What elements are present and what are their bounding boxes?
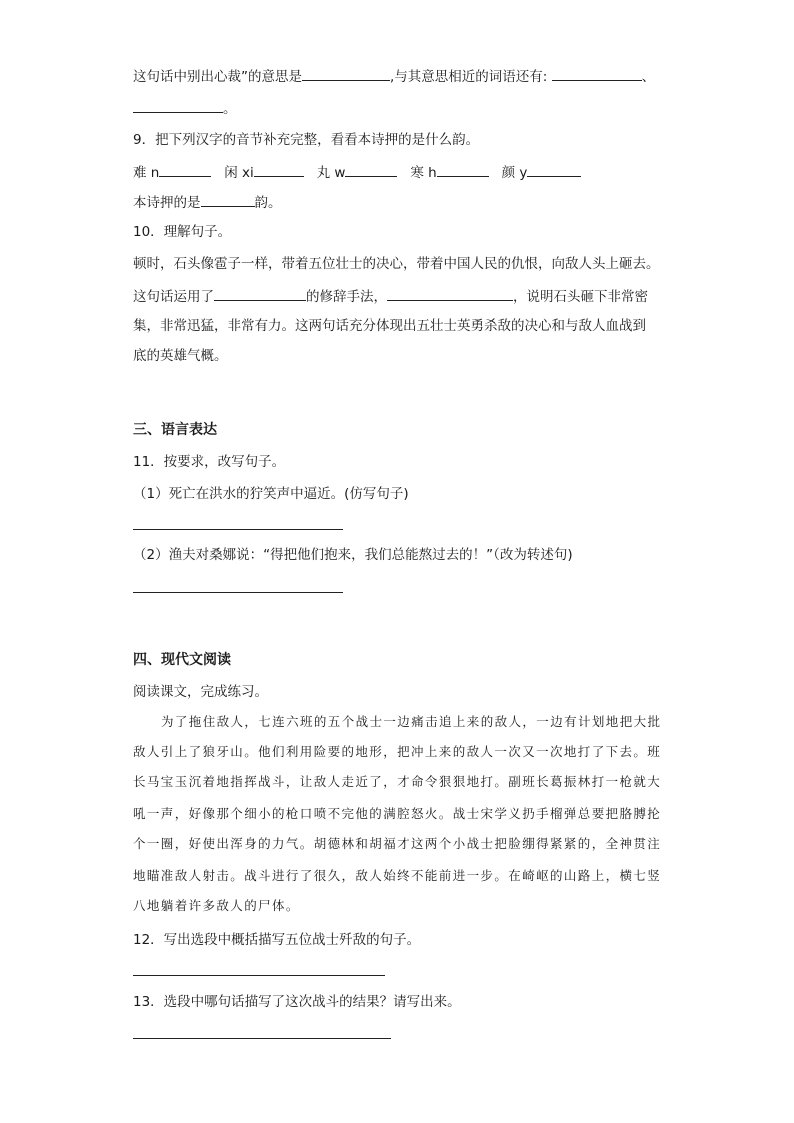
answer-blank[interactable]: [437, 162, 489, 177]
q8-end: 。: [223, 101, 237, 117]
answer-blank[interactable]: [345, 162, 397, 177]
passage-line: 个一圈，好使出浑身的力气。胡德林和胡福才这两个小战士把脸绷得紧紧的，全神贯注: [133, 836, 662, 851]
q9-syllables: [133, 162, 581, 183]
syllable-item: 闲 xi: [224, 165, 254, 181]
q11-prompt: 11．按要求，改写句子。: [133, 454, 286, 470]
q10-text-c: ，说明石头砸下非常密: [513, 289, 648, 305]
answer-blank[interactable]: [552, 66, 642, 81]
passage-line: 为了拖住敌人，七连六班的五个战士一边痛击追上来的敌人，一边有计划地把大批: [161, 714, 662, 729]
syllable-item: 颜 y: [501, 165, 528, 181]
q9-rhyme: [133, 192, 282, 213]
q10-sentence: 顿时，石头像雹子一样，带着五位壮士的决心，带着中国人民的仇恨，向敌人头上砸去。: [133, 256, 660, 272]
q10-line3: 底的英雄气概。: [133, 348, 228, 364]
passage-line: 敌人引上了狼牙山。他们利用险要的地形，把冲上来的敌人一次又一次地打了下去。班: [133, 744, 662, 759]
rhyme-suffix: 韵。: [254, 195, 282, 211]
answer-line[interactable]: [133, 592, 343, 593]
q8-text-a: 这句话中别出心裁”的意思是: [133, 69, 302, 85]
answer-blank[interactable]: [159, 162, 211, 177]
answer-blank[interactable]: [387, 286, 513, 301]
q10-text-b: 的修辞手法，: [306, 289, 387, 305]
passage-line: 吼一声，好像那个细小的枪口喷不完他的满腔怒火。战士宋学义扔手榴弹总要把胳膊抡: [133, 806, 662, 821]
q8-text-b: ,与其意思相近的词语还有:: [390, 69, 548, 85]
rhyme-prefix: 本诗押的是: [133, 195, 201, 211]
reading-intro: 阅读课文，完成练习。: [133, 684, 268, 700]
q10-line2: 集，非常迅猛，非常有力。这两句话充分体现出五壮士英勇杀敌的决心和与敌人血战到: [133, 318, 646, 334]
q10-prompt: 10．理解句子。: [133, 224, 232, 240]
syllable-item: 丸 w: [316, 165, 346, 181]
q8-line: [133, 66, 655, 87]
passage-line: 地瞄准敌人射击。战斗进行了很久，敌人始终不能前进一步。在崎岖的山路上，横七竖: [133, 868, 662, 883]
q9-prompt: 9．把下列汉字的音节补充完整，看看本诗押的是什么韵。: [133, 132, 480, 148]
syllable-item: 寒 h: [410, 165, 437, 181]
q11-1: （1）死亡在洪水的狞笑声中逼近。(仿写句子): [133, 486, 409, 502]
q10-line1: [133, 286, 648, 307]
section3-heading: 三、语言表达: [133, 422, 217, 438]
answer-line[interactable]: [133, 529, 343, 530]
q8-line-2: [133, 98, 237, 119]
answer-blank[interactable]: [254, 162, 304, 177]
q11-2: （2）渔夫对桑娜说：“得把他们抱来，我们总能熬过去的！”（改为转述句): [133, 547, 573, 563]
q8-text-c: 、: [641, 69, 656, 85]
section4-heading: 四、现代文阅读: [133, 652, 231, 668]
answer-line[interactable]: [133, 975, 385, 976]
syllable-item: 难 n: [133, 165, 160, 181]
answer-blank[interactable]: [302, 66, 390, 81]
q13-prompt: 13．选段中哪句话描写了这次战斗的结果？请写出来。: [133, 994, 461, 1010]
answer-blank[interactable]: [201, 192, 255, 207]
answer-blank[interactable]: [214, 286, 306, 301]
passage-line: 八地躺着许多敌人的尸体。: [133, 898, 300, 913]
q10-text-a: 这句话运用了: [133, 289, 214, 305]
answer-line[interactable]: [133, 1038, 391, 1039]
answer-blank[interactable]: [527, 162, 581, 177]
passage-line: 长马宝玉沉着地指挥战斗，让敌人走近了，才命令狠狠地打。副班长葛振林打一枪就大: [133, 774, 662, 789]
answer-blank[interactable]: [133, 98, 223, 113]
q12-prompt: 12．写出选段中概括描写五位战士歼敌的句子。: [133, 932, 421, 948]
